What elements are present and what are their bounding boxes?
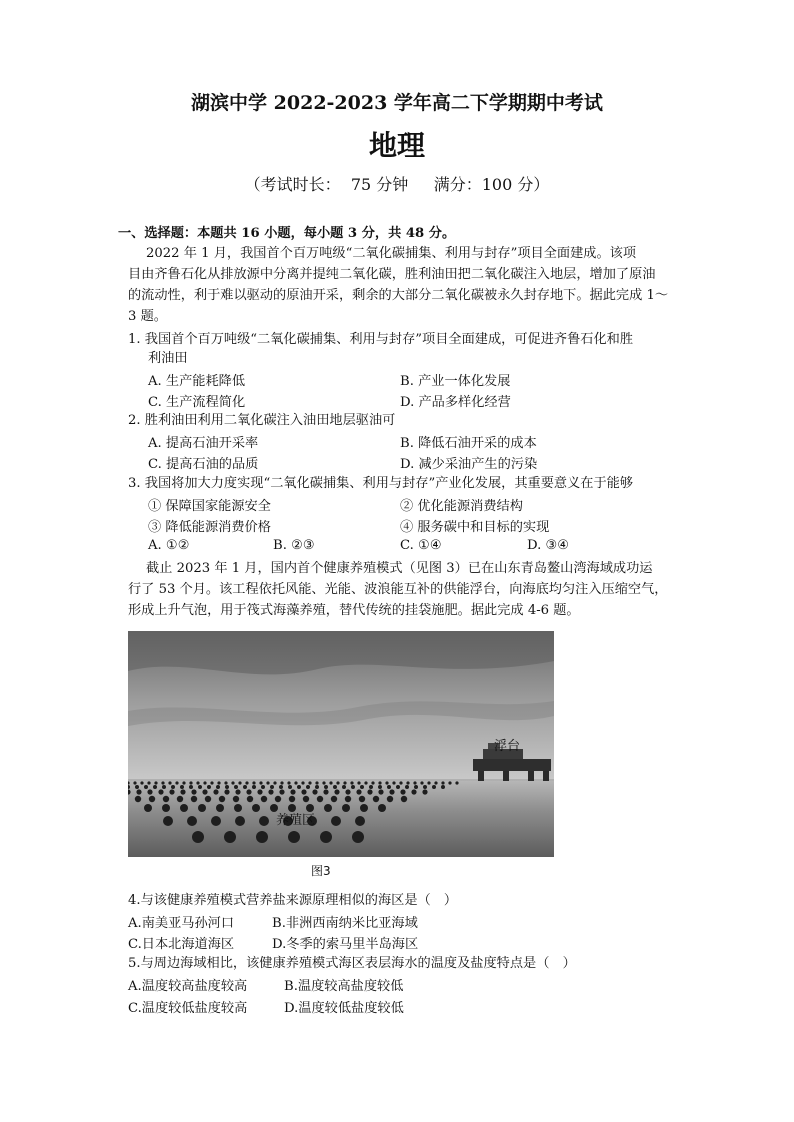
buoy xyxy=(345,796,351,802)
passage2-line: 形成上升气泡，用于筏式海藻养殖，替代传统的挂袋施肥。据此完成 4-6 题。 xyxy=(128,603,580,618)
buoy xyxy=(352,831,364,843)
buoy xyxy=(367,789,372,794)
buoy xyxy=(162,785,166,789)
buoy xyxy=(182,781,185,784)
buoy xyxy=(427,781,430,784)
buoy xyxy=(256,831,268,843)
buoy xyxy=(378,785,382,789)
q2-option-a[interactable]: A. 提高石油开采率 xyxy=(148,436,259,451)
q5-stem: 5.与周边海域相比，该健康养殖模式海区表层海水的温度及盐度特点是（ ） xyxy=(128,956,576,971)
buoy xyxy=(133,781,136,784)
buoy xyxy=(213,789,218,794)
info-right: 满分：100 分） xyxy=(433,175,550,194)
buoy xyxy=(238,781,241,784)
buoy xyxy=(247,796,253,802)
buoy xyxy=(357,781,360,784)
buoy xyxy=(405,785,409,789)
buoy xyxy=(224,789,229,794)
q5-option-c[interactable]: C.温度较低盐度较高 xyxy=(128,1001,248,1016)
buoy xyxy=(207,785,211,789)
buoy xyxy=(270,785,274,789)
buoy xyxy=(312,789,317,794)
buoy xyxy=(294,781,297,784)
buoy xyxy=(259,816,269,826)
buoy xyxy=(385,781,388,784)
q3-statement-2: ② 优化能源消费结构 xyxy=(400,499,523,514)
q2-option-c[interactable]: C. 提高石油的品质 xyxy=(148,457,259,472)
buoy xyxy=(198,785,202,789)
buoy xyxy=(202,789,207,794)
passage1-line: 目由齐鲁石化从排放源中分离并提纯二氧化碳，胜利油田把二氧化碳注入地层，增加了原油 xyxy=(128,267,656,282)
q1-stem: 1. 我国首个百万吨级“二氧化碳捕集、利用与封存”项目全面建成，可促进齐鲁石化和胜 xyxy=(128,332,634,347)
buoy xyxy=(342,785,346,789)
exam-title: 湖滨中学 2022-2023 学年高二下学期期中考试 xyxy=(191,92,603,114)
buoy xyxy=(350,781,353,784)
buoy xyxy=(389,789,394,794)
buoy xyxy=(273,781,276,784)
passage2-line: 行了 53 个月。该工程依托风能、光能、波浪能互补的供能浮台，向海底均匀注入压缩空气， xyxy=(128,582,668,597)
buoy xyxy=(144,804,152,812)
buoy xyxy=(279,789,284,794)
buoy xyxy=(268,789,273,794)
buoy xyxy=(448,781,451,784)
q5-option-d[interactable]: D.温度较低盐度较低 xyxy=(284,1001,404,1016)
q3-statement-1: ① 保障国家能源安全 xyxy=(148,499,271,514)
buoy xyxy=(324,804,332,812)
buoy xyxy=(434,781,437,784)
info-left: （考试时长： xyxy=(244,175,341,194)
passage1-line: 的流动性，利于难以驱动的原油开采，剩余的大部分二氧化碳被永久封存地下。据此完成 1～ xyxy=(128,288,669,303)
buoy xyxy=(423,785,427,789)
passage1-line: 2022 年 1 月，我国首个百万吨级“二氧化碳捕集、利用与封存”项目全面建成。该项 xyxy=(146,246,637,261)
q3-statement-3: ③ 降低能源消费价格 xyxy=(148,520,271,535)
buoy xyxy=(334,789,339,794)
buoy xyxy=(306,785,310,789)
buoy xyxy=(400,789,405,794)
buoy xyxy=(315,781,318,784)
buoy xyxy=(279,785,283,789)
buoy xyxy=(234,804,242,812)
buoy xyxy=(187,816,197,826)
buoy xyxy=(378,804,386,812)
buoy xyxy=(169,789,174,794)
buoy xyxy=(455,781,458,784)
buoy xyxy=(180,804,188,812)
buoy xyxy=(234,785,238,789)
buoy xyxy=(414,785,418,789)
buoy xyxy=(288,785,292,789)
buoy xyxy=(315,785,319,789)
buoy xyxy=(149,796,155,802)
q2-stem: 2. 胜利油田利用二氧化碳注入油田地层驱油可 xyxy=(128,413,396,428)
buoy xyxy=(297,785,301,789)
buoy xyxy=(322,781,325,784)
info-duration: 75 分钟 xyxy=(350,175,409,194)
q3-option-b[interactable]: B. ②③ xyxy=(273,538,315,553)
figure-caption: 图3 xyxy=(311,864,331,878)
buoy xyxy=(413,781,416,784)
exam-info xyxy=(0,172,794,195)
buoy xyxy=(333,785,337,789)
buoy xyxy=(323,789,328,794)
q1-option-b[interactable]: B. 产业一体化发展 xyxy=(400,374,511,389)
buoy xyxy=(147,781,150,784)
buoy xyxy=(320,831,332,843)
buoy xyxy=(387,796,393,802)
buoy xyxy=(331,816,341,826)
buoy xyxy=(216,804,224,812)
buoy xyxy=(261,796,267,802)
buoy xyxy=(387,785,391,789)
buoy xyxy=(360,804,368,812)
q2-option-d[interactable]: D. 减少采油产生的污染 xyxy=(400,457,538,472)
buoy xyxy=(355,816,365,826)
buoy xyxy=(411,789,416,794)
buoy xyxy=(203,781,206,784)
buoy xyxy=(235,816,245,826)
buoy xyxy=(261,785,265,789)
buoy xyxy=(189,781,192,784)
q3-option-d[interactable]: D. ③④ xyxy=(527,538,570,553)
buoy xyxy=(245,781,248,784)
buoy xyxy=(336,781,339,784)
buoy xyxy=(211,816,221,826)
q5-option-a[interactable]: A.温度较高盐度较高 xyxy=(128,979,248,994)
buoy xyxy=(317,796,323,802)
buoy xyxy=(301,781,304,784)
buoy xyxy=(224,831,236,843)
buoy xyxy=(189,785,193,789)
q4-option-a[interactable]: A.南美亚马孙河口 xyxy=(128,916,235,931)
buoy xyxy=(168,781,171,784)
passage1-line: 3 题。 xyxy=(128,309,167,324)
buoy xyxy=(175,781,178,784)
buoy xyxy=(401,796,407,802)
buoy xyxy=(162,804,170,812)
buoy xyxy=(308,781,311,784)
buoy xyxy=(161,781,164,784)
buoy xyxy=(288,831,300,843)
buoy xyxy=(243,785,247,789)
buoy xyxy=(378,781,381,784)
buoy xyxy=(180,785,184,789)
q4-option-d[interactable]: D.冬季的索马里半岛海区 xyxy=(272,937,419,952)
q4-stem: 4.与该健康养殖模式营养盐来源原理相似的海区是（ ） xyxy=(128,893,458,908)
buoy xyxy=(252,781,255,784)
q3-stem: 3. 我国将加大力度实现“二氧化碳捕集、利用与封存”产业化发展，其重要意义在于能够 xyxy=(128,476,634,491)
q1-option-a[interactable]: A. 生产能耗降低 xyxy=(148,374,246,389)
section-heading: 一、选择题：本题共 16 小题，每小题 3 分，共 48 分。 xyxy=(118,226,456,241)
buoy xyxy=(399,781,402,784)
buoy xyxy=(198,804,206,812)
buoy xyxy=(210,781,213,784)
buoy xyxy=(163,816,173,826)
buoy xyxy=(422,789,427,794)
buoy xyxy=(420,781,423,784)
buoy xyxy=(196,781,199,784)
buoy xyxy=(378,789,383,794)
q2-option-b[interactable]: B. 降低石油开采的成本 xyxy=(400,436,537,451)
platform-label: 浮台 xyxy=(494,739,521,754)
buoy xyxy=(233,796,239,802)
farming-area-label: 养殖区 xyxy=(276,813,316,828)
buoy xyxy=(140,781,143,784)
buoy xyxy=(147,789,152,794)
q3-option-c[interactable]: C. ①④ xyxy=(400,538,442,553)
buoy xyxy=(342,804,350,812)
buoy xyxy=(205,796,211,802)
buoy xyxy=(280,781,283,784)
buoy xyxy=(290,789,295,794)
q3-statement-4: ④ 服务碳中和目标的实现 xyxy=(400,520,550,535)
buoy xyxy=(392,781,395,784)
buoy xyxy=(231,781,234,784)
subject-title: 地理 xyxy=(368,129,425,162)
buoy xyxy=(171,785,175,789)
buoy xyxy=(180,789,185,794)
buoy xyxy=(289,796,295,802)
buoy xyxy=(373,796,379,802)
aquaculture-photo xyxy=(128,631,554,857)
buoy xyxy=(153,785,157,789)
buoy xyxy=(191,796,197,802)
buoy xyxy=(275,796,281,802)
passage2-line: 截止 2023 年 1 月，国内首个健康养殖模式（见图 3）已在山东青岛鳌山湾海域成功运 xyxy=(146,561,653,576)
buoy xyxy=(331,796,337,802)
buoy xyxy=(191,789,196,794)
buoy xyxy=(257,789,262,794)
buoy xyxy=(359,796,365,802)
q1-option-c[interactable]: C. 生产流程简化 xyxy=(148,395,246,410)
buoy xyxy=(224,781,227,784)
buoy xyxy=(266,781,269,784)
buoy xyxy=(324,785,328,789)
q1-stem-cont: 利油田 xyxy=(148,351,188,366)
buoy xyxy=(406,781,409,784)
buoy xyxy=(225,785,229,789)
buoy xyxy=(287,781,290,784)
q5-option-b[interactable]: B.温度较高盐度较低 xyxy=(284,979,404,994)
buoy xyxy=(135,796,141,802)
buoy xyxy=(259,781,262,784)
buoy xyxy=(351,785,355,789)
buoy xyxy=(441,781,444,784)
buoy xyxy=(144,785,148,789)
buoy xyxy=(246,789,251,794)
buoy xyxy=(329,781,332,784)
buoy xyxy=(371,781,374,784)
buoy xyxy=(216,785,220,789)
buoy xyxy=(217,781,220,784)
buoy xyxy=(369,785,373,789)
buoy xyxy=(301,789,306,794)
buoy xyxy=(235,789,240,794)
buoy xyxy=(432,785,436,789)
buoy xyxy=(303,796,309,802)
buoy xyxy=(252,804,260,812)
buoy xyxy=(219,796,225,802)
buoy xyxy=(252,785,256,789)
buoy xyxy=(356,789,361,794)
buoy xyxy=(396,785,400,789)
buoy xyxy=(343,781,346,784)
buoy xyxy=(345,789,350,794)
buoy xyxy=(360,785,364,789)
buoy xyxy=(177,796,183,802)
buoy xyxy=(441,785,445,789)
buoy xyxy=(364,781,367,784)
q1-option-d[interactable]: D. 产品多样化经营 xyxy=(400,395,511,410)
buoy xyxy=(135,785,139,789)
buoy xyxy=(154,781,157,784)
buoy xyxy=(192,831,204,843)
buoy xyxy=(136,789,141,794)
q4-option-b[interactable]: B.非洲西南纳米比亚海域 xyxy=(272,916,418,931)
buoy xyxy=(163,796,169,802)
buoy xyxy=(158,789,163,794)
q4-option-c[interactable]: C.日本北海道海区 xyxy=(128,937,235,952)
q3-option-a[interactable]: A. ①② xyxy=(148,538,190,553)
